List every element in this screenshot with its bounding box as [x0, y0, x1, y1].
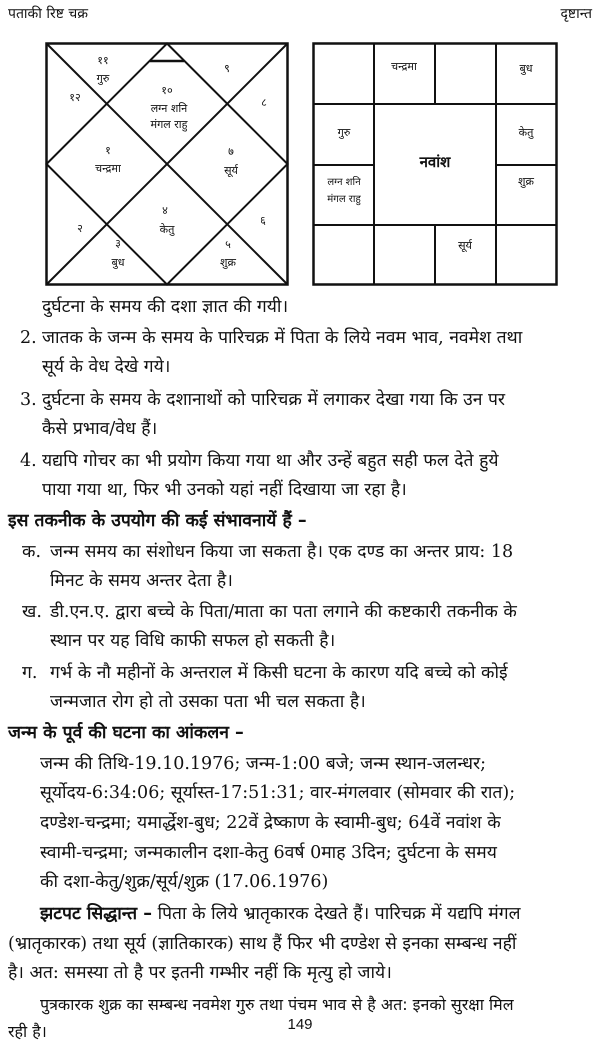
list-number-4: 4.: [20, 451, 37, 471]
navamsa-title: नवांश: [419, 153, 451, 171]
possibility-ga-line-2: जन्मजात रोग हो तो उसका पता भी चल सकता है।: [50, 692, 366, 712]
principle-text: पिता के लिये भ्रातृकारक देखते हैं। पारिचक्र में यद्यपि मंगल: [152, 904, 521, 924]
detail-line-3: दण्डेश-चन्द्रमा; यमार्द्धेश-बुध; 22वें द्रेष्काण के स्वामी-बुध; 64वें नवांश के: [40, 813, 501, 833]
list-item-4-line-2: पाया गया था, फिर भी उनको यहां नहीं दिखाया जा रहा है।: [42, 480, 407, 500]
house-10-planets-2: मंगल राहु: [150, 118, 188, 131]
navamsa-cell-ketu: केतु: [518, 126, 534, 139]
house-2-number: २: [77, 222, 83, 235]
navamsa-cell-sun: सूर्य: [458, 239, 472, 252]
house-4-number: ४: [162, 204, 168, 217]
house-7-number: ७: [228, 145, 234, 158]
house-4-planets: केतु: [159, 223, 175, 236]
continued-line: दुर्घटना के समय की दशा ज्ञात की गयी।: [42, 297, 289, 317]
principle-line-2: (भ्रातृकारक) तथा सूर्य (ज्ञातिकारक) साथ हैं फिर भी दण्डेश से इनका सम्बन्ध नहीं: [8, 934, 517, 954]
house-1-number: १: [105, 144, 111, 157]
possibility-kha-label: ख.: [22, 602, 42, 622]
page-number: 149: [287, 1016, 313, 1033]
list-item-4-line-1: यद्यपि गोचर का भी प्रयोग किया गया था और उन्हें बहुत सही फल देते हुये: [42, 451, 499, 471]
house-9-number: ९: [224, 62, 230, 75]
detail-line-4: स्वामी-चन्द्रमा; जन्मकालीन दशा-केतु 6वर्ष 0माह 3दिन; दुर्घटना के समय: [40, 843, 497, 863]
house-5-number: ५: [225, 238, 231, 251]
principle-line-1: [40, 899, 521, 930]
navamsa-cell-lagna-2: मंगल राहु: [327, 194, 361, 205]
possibility-kha-line-2: स्थान पर यह विधि काफी सफल हो सकती है।: [50, 631, 336, 651]
list-number-2: 2.: [20, 328, 37, 348]
section-heading-possibilities: इस तकनीक के उपयोग की कई संभावनायें हैं –: [8, 511, 307, 531]
list-item-2-line-2: सूर्य के वेध देखे गये।: [42, 357, 171, 377]
detail-line-1: जन्म की तिथि-19.10.1976; जन्म-1:00 बजे; जन्म स्थान-जलन्धर;: [40, 754, 487, 774]
house-12-number: १२: [69, 91, 81, 104]
house-3-planets: बुध: [111, 256, 125, 269]
running-header-title: पताकी रिष्ट चक्र: [8, 6, 89, 22]
possibility-kha-line-1: डी.एन.ए. द्वारा बच्चे के पिता/माता का पता लगाने की कष्टकारी तकनीक के: [50, 602, 517, 622]
list-item-3-line-2: कैसे प्रभाव/वेध हैं।: [42, 419, 158, 439]
navamsa-chart: [312, 42, 558, 286]
house-7-planets: सूर्य: [224, 164, 238, 177]
section-heading-prebirth: जन्म के पूर्व की घटना का आंकलन –: [8, 723, 244, 743]
possibility-ka-label: क.: [22, 542, 42, 562]
house-1-planets: चन्द्रमा: [95, 162, 121, 175]
house-5-planets: शुक्र: [220, 256, 236, 269]
last-para-line-1: पुत्रकारक शुक्र का सम्बन्ध नवमेश गुरु तथा पंचम भाव से है अत: इनको सुरक्षा मिल: [40, 995, 514, 1014]
navamsa-cell-moon: चन्द्रमा: [391, 60, 417, 73]
running-header-section: दृष्टान्त: [560, 6, 592, 22]
detail-line-2: सूर्योदय-6:34:06; सूर्यास्त-17:51:31; वार-मंगलवार (सोमवार की रात);: [40, 783, 516, 803]
navamsa-cell-venus: शुक्र: [518, 175, 534, 188]
navamsa-cell-jupiter: गुरु: [337, 126, 351, 139]
list-item-3-line-1: दुर्घटना के समय के दशानाथों को पारिचक्र में लगाकर देखा गया कि उन पर: [42, 390, 506, 410]
possibility-ka-line-1: जन्म समय का संशोधन किया जा सकता है। एक दण्ड का अन्तर प्राय: 18: [50, 542, 514, 562]
house-10-number: १०: [161, 84, 173, 97]
lagna-chart: [45, 42, 289, 286]
house-8-number: ८: [261, 96, 267, 109]
house-6-number: ६: [260, 214, 266, 227]
principle-line-3: है। अत: समस्या तो है पर इतनी गम्भीर नहीं कि मृत्यु हो जाये।: [8, 963, 392, 983]
possibility-ga-line-1: गर्भ के नौ महीनों के अन्तराल में किसी घटना के कारण यदि बच्चे को कोई: [50, 663, 508, 683]
house-11-planets: गुरु: [96, 72, 110, 85]
principle-label: झटपट सिद्धान्त –: [40, 904, 152, 924]
house-10-planets-1: लग्न शनि: [150, 102, 188, 115]
last-para-line-2: रही है।: [8, 1022, 47, 1041]
list-number-3: 3.: [20, 390, 37, 410]
house-3-number: ३: [115, 237, 121, 250]
house-11-number: ११: [97, 54, 109, 67]
possibility-ka-line-2: मिनट के समय अन्तर देता है।: [50, 571, 233, 591]
detail-line-5: की दशा-केतु/शुक्र/सूर्य/शुक्र (17.06.1976): [40, 872, 329, 892]
list-item-2-line-1: जातक के जन्म के समय के पारिचक्र में पिता के लिये नवम भाव, नवमेश तथा: [42, 328, 523, 348]
navamsa-cell-lagna-1: लग्न शनि: [327, 177, 361, 188]
navamsa-cell-mercury: बुध: [519, 62, 533, 75]
possibility-ga-label: ग.: [22, 663, 38, 683]
